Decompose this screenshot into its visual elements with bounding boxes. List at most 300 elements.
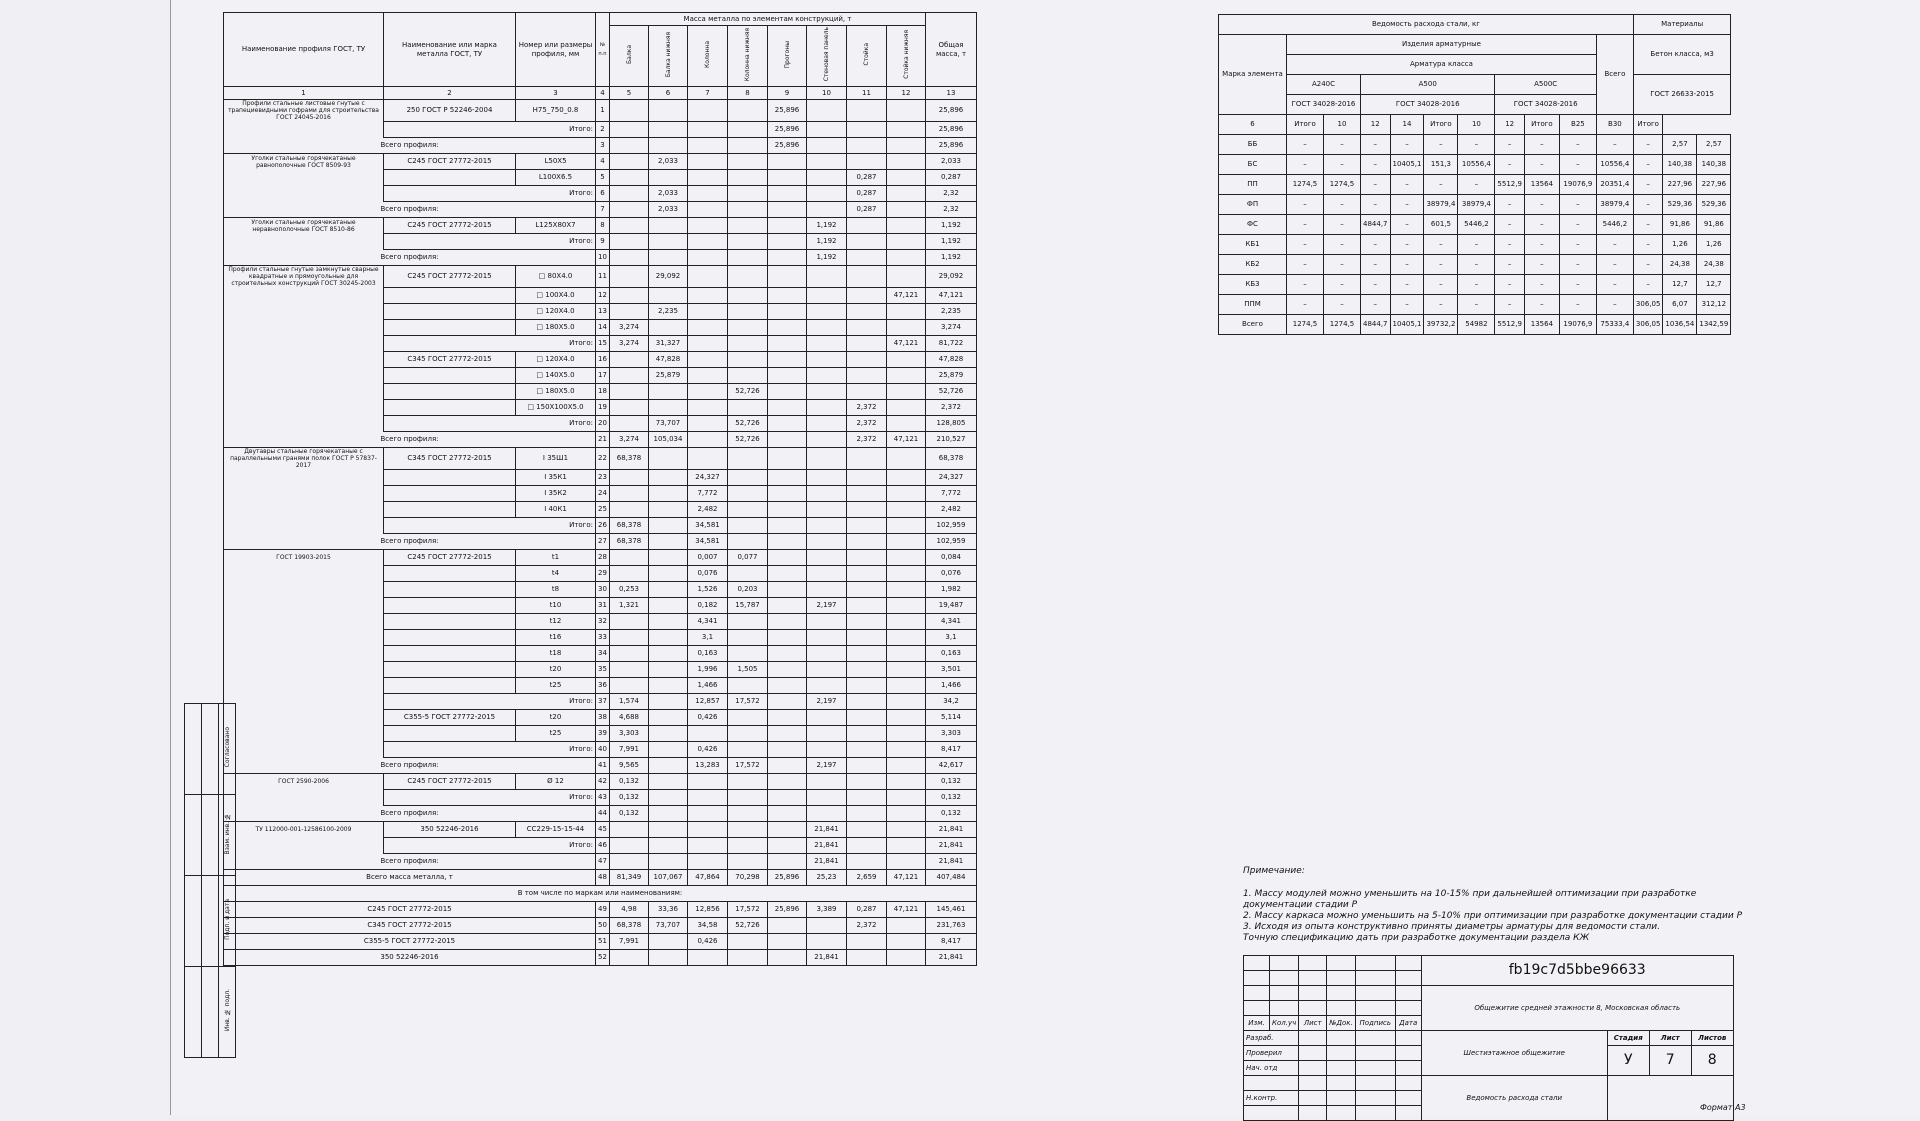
cell: 0,076 xyxy=(688,566,728,582)
table-row xyxy=(224,838,977,854)
profile-size: I 40К1 xyxy=(516,502,596,518)
table-row xyxy=(224,598,977,614)
cell: – xyxy=(1596,255,1633,275)
cell: 0,077 xyxy=(728,550,768,566)
col-number: 7 xyxy=(688,87,728,100)
element-mark: ФП xyxy=(1219,195,1287,215)
cell xyxy=(807,790,847,806)
cell: – xyxy=(1633,135,1663,155)
cell: 51 xyxy=(596,934,610,950)
cell: 1274,5 xyxy=(1324,315,1361,335)
hdr-element: Стойка нижняя xyxy=(902,30,910,79)
metal-grade: С245 ГОСТ 27772-2015 xyxy=(384,550,516,566)
cell xyxy=(768,822,807,838)
cell xyxy=(768,266,807,288)
table-row xyxy=(224,790,977,806)
cell xyxy=(807,202,847,218)
cell: 35 xyxy=(596,662,610,678)
cell xyxy=(887,250,926,266)
cell: 68,378 xyxy=(610,918,649,934)
cell xyxy=(649,934,688,950)
cell xyxy=(887,138,926,154)
cell xyxy=(887,838,926,854)
element-mark: КБ1 xyxy=(1219,235,1287,255)
building-name: Шестиэтажное общежитие xyxy=(1421,1031,1607,1076)
metal-grade xyxy=(384,400,516,416)
cell: 20 xyxy=(596,416,610,432)
cell: 2,033 xyxy=(926,154,977,170)
cell xyxy=(649,138,688,154)
cell xyxy=(847,534,887,550)
cell xyxy=(728,774,768,790)
cell xyxy=(847,646,887,662)
cell: 0,132 xyxy=(610,806,649,822)
cell: 54982 xyxy=(1458,315,1495,335)
cell xyxy=(807,336,847,352)
cell xyxy=(887,518,926,534)
cell xyxy=(807,432,847,448)
cell: 1,192 xyxy=(807,234,847,250)
cell: 6,07 xyxy=(1663,295,1697,315)
cell: 0,203 xyxy=(728,582,768,598)
cell: – xyxy=(1596,295,1633,315)
cell: 102,959 xyxy=(926,518,977,534)
row-label: Всего профиля: xyxy=(224,250,596,266)
cell: – xyxy=(1424,235,1458,255)
cell: 30 xyxy=(596,582,610,598)
mark-header: Марка элемента xyxy=(1219,35,1287,115)
cell: 25,896 xyxy=(768,138,807,154)
cell: – xyxy=(1361,275,1391,295)
cell: 1342,59 xyxy=(1697,315,1731,335)
cell: 231,763 xyxy=(926,918,977,934)
steel-row xyxy=(1219,295,1731,315)
cell: – xyxy=(1458,175,1495,195)
cell xyxy=(768,774,807,790)
cell: 47,121 xyxy=(887,870,926,886)
cell: 52,726 xyxy=(728,384,768,400)
cell xyxy=(768,694,807,710)
cell: 25 xyxy=(596,502,610,518)
table-row xyxy=(224,630,977,646)
cell: 10405,1 xyxy=(1390,155,1424,175)
cell xyxy=(649,218,688,234)
cell xyxy=(807,918,847,934)
cell: – xyxy=(1361,235,1391,255)
cell: 73,707 xyxy=(649,416,688,432)
cell xyxy=(887,758,926,774)
cell xyxy=(847,806,887,822)
cell xyxy=(649,758,688,774)
cell xyxy=(610,614,649,630)
cell: – xyxy=(1361,255,1391,275)
cell: 8 xyxy=(596,218,610,234)
sheet-value: 7 xyxy=(1649,1046,1691,1076)
profile-size: □ 150X100X5.0 xyxy=(516,400,596,416)
cell xyxy=(847,822,887,838)
profile-size: □ 80X4.0 xyxy=(516,266,596,288)
cell xyxy=(649,170,688,186)
cell xyxy=(768,854,807,870)
profile-name xyxy=(224,566,384,582)
cell: 25,896 xyxy=(768,100,807,122)
cell xyxy=(688,186,728,202)
sidebar-label: Подп. и дата xyxy=(223,899,231,940)
cell: 0,132 xyxy=(926,790,977,806)
cell xyxy=(807,502,847,518)
sheets-value: 8 xyxy=(1691,1046,1733,1076)
cell: 11 xyxy=(596,266,610,288)
cell: 2,57 xyxy=(1697,135,1731,155)
cell: 19076,9 xyxy=(1559,175,1596,195)
cell xyxy=(688,250,728,266)
cell: – xyxy=(1324,215,1361,235)
profile-size: t25 xyxy=(516,726,596,742)
cell: 1,466 xyxy=(688,678,728,694)
profile-size: □ 120X4.0 xyxy=(516,352,596,368)
col-date: Дата xyxy=(1395,1016,1421,1031)
cell xyxy=(688,448,728,470)
table-row xyxy=(224,320,977,336)
profile-size: t18 xyxy=(516,646,596,662)
steel-row xyxy=(1219,315,1731,335)
hdr-element: Балка нижняя xyxy=(664,31,672,78)
cell: 2,659 xyxy=(847,870,887,886)
cell: – xyxy=(1559,255,1596,275)
sidebar-label: Инв. № подл. xyxy=(223,989,231,1032)
cell xyxy=(768,502,807,518)
cell xyxy=(768,678,807,694)
element-mark: ББ xyxy=(1219,135,1287,155)
table-row xyxy=(224,950,977,966)
cell: – xyxy=(1287,155,1324,175)
metal-grade xyxy=(384,726,516,742)
cell: 38979,4 xyxy=(1424,195,1458,215)
cell: – xyxy=(1633,255,1663,275)
sub-header: 10 xyxy=(1324,115,1361,135)
cell xyxy=(887,384,926,400)
cell: 1,192 xyxy=(807,250,847,266)
cell xyxy=(768,742,807,758)
cell xyxy=(649,678,688,694)
cell xyxy=(887,598,926,614)
cell: – xyxy=(1559,215,1596,235)
cell xyxy=(847,550,887,566)
cell: – xyxy=(1596,135,1633,155)
cell: 34,58 xyxy=(688,918,728,934)
materials-header: Материалы xyxy=(1633,15,1730,35)
cell: – xyxy=(1361,135,1391,155)
cell xyxy=(728,250,768,266)
cell: 151,3 xyxy=(1424,155,1458,175)
cell xyxy=(768,400,807,416)
cell xyxy=(688,400,728,416)
cell: 4 xyxy=(596,154,610,170)
cell xyxy=(847,934,887,950)
cell: 9,565 xyxy=(610,758,649,774)
cell xyxy=(768,448,807,470)
cell: 1274,5 xyxy=(1287,175,1324,195)
cell xyxy=(649,534,688,550)
cell xyxy=(728,170,768,186)
cell: 210,527 xyxy=(926,432,977,448)
cell: 1,574 xyxy=(610,694,649,710)
cell xyxy=(807,582,847,598)
cell xyxy=(768,234,807,250)
cell: 2 xyxy=(596,122,610,138)
cell: 52,726 xyxy=(728,432,768,448)
col-kol: Кол.уч xyxy=(1270,1016,1299,1031)
cell: 50 xyxy=(596,918,610,934)
cell: 14 xyxy=(596,320,610,336)
table-row xyxy=(224,138,977,154)
cell xyxy=(688,288,728,304)
cell: 70,298 xyxy=(728,870,768,886)
table-row xyxy=(224,266,977,288)
cell xyxy=(847,630,887,646)
cell: 7,991 xyxy=(610,742,649,758)
cell xyxy=(610,854,649,870)
cell xyxy=(728,822,768,838)
row-label: Всего профиля: xyxy=(224,202,596,218)
cell xyxy=(887,218,926,234)
steel-row xyxy=(1219,235,1731,255)
metal-grade xyxy=(384,630,516,646)
table-row xyxy=(224,854,977,870)
cell xyxy=(649,320,688,336)
row-label: Всего масса металла, т xyxy=(224,870,596,886)
cell: 24 xyxy=(596,486,610,502)
cell: 25,896 xyxy=(926,100,977,122)
cell: – xyxy=(1495,255,1525,275)
profile-size: □ 180X5.0 xyxy=(516,384,596,400)
cell xyxy=(847,288,887,304)
cell xyxy=(649,806,688,822)
cell: – xyxy=(1424,275,1458,295)
cell: 0,426 xyxy=(688,934,728,950)
cell: 52,726 xyxy=(728,918,768,934)
metal-grade xyxy=(384,304,516,320)
hdr-metal: Наименование или марка металла ГОСТ, ТУ xyxy=(384,13,516,87)
cell: 3,1 xyxy=(926,630,977,646)
table-row xyxy=(224,432,977,448)
cell xyxy=(847,304,887,320)
profile-name xyxy=(224,726,384,742)
hdr-element: Колонна xyxy=(704,41,711,68)
cell xyxy=(807,122,847,138)
cell: – xyxy=(1287,295,1324,315)
cell: – xyxy=(1524,295,1559,315)
cell: 7,772 xyxy=(688,486,728,502)
cell: – xyxy=(1458,235,1495,255)
profile-name xyxy=(224,598,384,614)
profile-name xyxy=(224,170,384,186)
stage-header: Стадия xyxy=(1607,1031,1649,1046)
cell: 0,132 xyxy=(926,806,977,822)
profile-size: I 35К2 xyxy=(516,486,596,502)
cell: – xyxy=(1495,155,1525,175)
cell xyxy=(728,266,768,288)
cell xyxy=(807,266,847,288)
cell: 25,879 xyxy=(926,368,977,384)
concrete-gost: ГОСТ 26633-2015 xyxy=(1633,75,1730,115)
cell xyxy=(887,854,926,870)
cell: 17,572 xyxy=(728,902,768,918)
cell xyxy=(728,100,768,122)
cell xyxy=(688,950,728,966)
cell xyxy=(768,758,807,774)
cell xyxy=(847,266,887,288)
profile-name: Профили стальные листовые гнутые с трапециевидными гофрами для строительства ГОСТ 24045-2016 xyxy=(224,100,384,122)
cell: 3 xyxy=(596,138,610,154)
col-number: 1 xyxy=(224,87,384,100)
cell: 49 xyxy=(596,902,610,918)
cell: – xyxy=(1559,235,1596,255)
col-number: 5 xyxy=(610,87,649,100)
row-label: Всего профиля: xyxy=(224,534,596,550)
cell: 22 xyxy=(596,448,610,470)
cell: – xyxy=(1495,135,1525,155)
role: Разраб. xyxy=(1244,1031,1299,1046)
cell: 306,05 xyxy=(1633,315,1663,335)
cell: 227,96 xyxy=(1697,175,1731,195)
cell xyxy=(728,742,768,758)
profile-size: I 35К1 xyxy=(516,470,596,486)
cell xyxy=(649,630,688,646)
steel-row xyxy=(1219,175,1731,195)
cell xyxy=(887,806,926,822)
table-row xyxy=(224,186,977,202)
profile-name xyxy=(224,234,384,250)
cell: 3,303 xyxy=(926,726,977,742)
cell xyxy=(728,678,768,694)
cell: 34 xyxy=(596,646,610,662)
table-row xyxy=(224,774,977,790)
col-izm: Изм. xyxy=(1244,1016,1270,1031)
cell: 17,572 xyxy=(728,758,768,774)
cell xyxy=(610,950,649,966)
profile-name xyxy=(224,630,384,646)
profile-name xyxy=(224,352,384,368)
row-label: С345 ГОСТ 27772-2015 xyxy=(224,918,596,934)
table-row xyxy=(224,518,977,534)
cell: 21,841 xyxy=(926,822,977,838)
cell: 68,378 xyxy=(610,534,649,550)
cell xyxy=(768,598,807,614)
cell: 0,132 xyxy=(610,774,649,790)
cell xyxy=(847,250,887,266)
cell xyxy=(610,662,649,678)
cell: – xyxy=(1324,155,1361,175)
cell xyxy=(688,854,728,870)
cell xyxy=(728,288,768,304)
cell: – xyxy=(1287,215,1324,235)
cell xyxy=(847,122,887,138)
cell xyxy=(688,352,728,368)
profile-name xyxy=(224,518,384,534)
cell xyxy=(847,486,887,502)
cell xyxy=(728,502,768,518)
cell xyxy=(807,662,847,678)
profile-name xyxy=(224,336,384,352)
cell xyxy=(610,170,649,186)
cell xyxy=(807,742,847,758)
cell xyxy=(728,122,768,138)
cell: 29 xyxy=(596,566,610,582)
cell: 2,197 xyxy=(807,598,847,614)
cell xyxy=(649,646,688,662)
cell: – xyxy=(1524,235,1559,255)
cell xyxy=(728,138,768,154)
cell: 68,378 xyxy=(610,518,649,534)
row-label: Всего профиля: xyxy=(224,806,596,822)
cell xyxy=(610,234,649,250)
cell: – xyxy=(1495,215,1525,235)
col-doc: №Док. xyxy=(1327,1016,1356,1031)
cell xyxy=(847,448,887,470)
cell xyxy=(768,202,807,218)
cell: 45 xyxy=(596,822,610,838)
cell xyxy=(807,400,847,416)
cell: 24,327 xyxy=(688,470,728,486)
cell xyxy=(847,336,887,352)
cell: 15,787 xyxy=(728,598,768,614)
cell: 0,287 xyxy=(847,902,887,918)
cell xyxy=(847,100,887,122)
cell xyxy=(768,806,807,822)
cell: 12,7 xyxy=(1663,275,1697,295)
profile-name xyxy=(224,400,384,416)
cell: 5,114 xyxy=(926,710,977,726)
cell: – xyxy=(1390,275,1424,295)
cell: – xyxy=(1458,255,1495,275)
cell: 1,192 xyxy=(926,218,977,234)
cell xyxy=(768,218,807,234)
row-label: 350 52246-2016 xyxy=(224,950,596,966)
cell: 4,341 xyxy=(688,614,728,630)
cell xyxy=(649,662,688,678)
cell xyxy=(649,790,688,806)
cell xyxy=(887,646,926,662)
hdr-element: Стеновая панель xyxy=(823,27,830,82)
cell: 31 xyxy=(596,598,610,614)
cell xyxy=(847,352,887,368)
cell: – xyxy=(1390,255,1424,275)
cell: – xyxy=(1633,175,1663,195)
cell xyxy=(887,100,926,122)
cell: – xyxy=(1524,215,1559,235)
cell xyxy=(887,400,926,416)
cell xyxy=(649,384,688,400)
cell: 42,617 xyxy=(926,758,977,774)
cell: 47,828 xyxy=(649,352,688,368)
note-line: 1. Массу модулей можно уменьшить на 10-15% при дальнейшей оптимизации при разработке xyxy=(1243,889,1697,899)
cell xyxy=(728,320,768,336)
cell xyxy=(887,170,926,186)
table-row xyxy=(224,202,977,218)
cell: 17 xyxy=(596,368,610,384)
cell: 48 xyxy=(596,870,610,886)
cell: 34,2 xyxy=(926,694,977,710)
cell xyxy=(768,710,807,726)
cell: 0,426 xyxy=(688,742,728,758)
cell xyxy=(847,598,887,614)
cell xyxy=(768,486,807,502)
col-number: 13 xyxy=(926,87,977,100)
sub-header: 12 xyxy=(1495,115,1525,135)
cell xyxy=(768,566,807,582)
steel-row xyxy=(1219,215,1731,235)
